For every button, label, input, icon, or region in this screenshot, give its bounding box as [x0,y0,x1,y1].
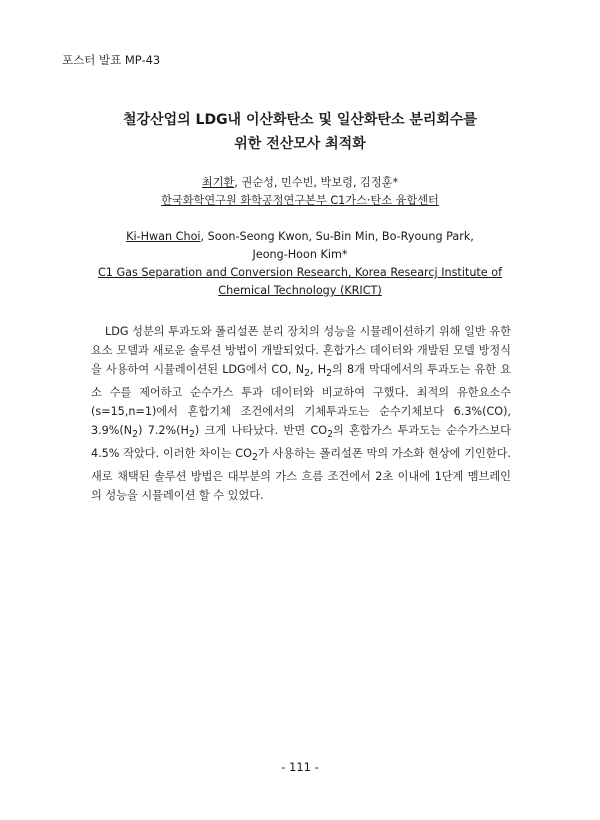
subscript: 2 [304,368,311,380]
subscript: 2 [132,429,139,440]
abstract-text-4: ) 7.2%(H [138,423,189,437]
coauthors-en-line-2: Jeong-Hoon Kim* [252,248,348,261]
subscript: 2 [188,429,195,440]
affiliation-en-line-2: Chemical Technology (KRICT) [218,284,382,297]
presenter-name-kr: 최기환 [201,176,235,189]
abstract-text-5: ) 크게 나타났다. 반면 CO [194,423,328,437]
presenter-name-en: Ki-Hwan Choi [126,230,201,243]
coauthors-kr: , 권순성, 민수빈, 박보령, 김정훈* [234,176,399,189]
page-number: - 111 - [281,760,319,774]
title-line-1: 철강산업의 LDG내 이산화탄소 및 일산화탄소 분리회수를 [123,112,477,128]
affiliation-en-line-1: C1 Gas Separation and Conversion Research, Korea Researcj Institute of [97,266,503,279]
abstract-text-6: 의 혼합가스 투과도는 순수가스보다 4.5% 작았다. 이러한 차이는 CO [91,423,511,460]
korean-author-list [0,174,600,192]
english-author-block [0,228,600,300]
subscript: 2 [327,429,333,440]
subscript: 2 [326,368,333,380]
abstract-text-3: 의 8개 막대에서의 투과도는 유한 요소 수를 제어하고 순수가스 투과 데이터와 비교하여 구했다. 최적의 유한요소수(s=15,n=1)에서 혼합기체 조건에서의 기체투과도는 순수기체보다 6.3%(CO), 3.9%(N [91,362,511,437]
english-author-list-line-1 [0,228,600,246]
title-line-2: 위한 전산모사 최적화 [234,136,366,152]
abstract-paragraph [91,323,511,506]
abstract-body [91,323,511,506]
abstract-text-1: LDG 성분의 투과도와 폴리설폰 분리 장치의 성능을 시뮬레이션하기 위해 일반 유한 요소 모델과 새로운 솔루션 방법이 개발되었다. 혼합가스 데이터와 개발된 모델 방정식을 사용하여 시뮬레이션된 LDG에서 CO, N [91,325,511,376]
affiliation-kr: 한국화학연구원 화학공정연구본부 C1가스·탄소 융합센터 [161,194,439,207]
abstract-text-7: 가 사용하는 폴리설폰 막의 가소화 현상에 기인한다. 새로 채택된 솔루션 방법은 대부분의 가스 흐름 조건에서 2초 이내에 1단계 멤브레인의 성능을 시뮬레이션 할 수 있었다. [91,446,511,502]
abstract-text-2: , H [310,362,327,376]
korean-author-block [0,174,600,210]
subscript: 2 [251,452,258,464]
paper-title [0,108,600,156]
coauthors-en-line-1: , Soon-Seong Kwon, Su-Bin Min, Bo-Ryoung Park, [200,230,474,243]
session-label: 포스터 발표 MP-43 [62,53,161,67]
